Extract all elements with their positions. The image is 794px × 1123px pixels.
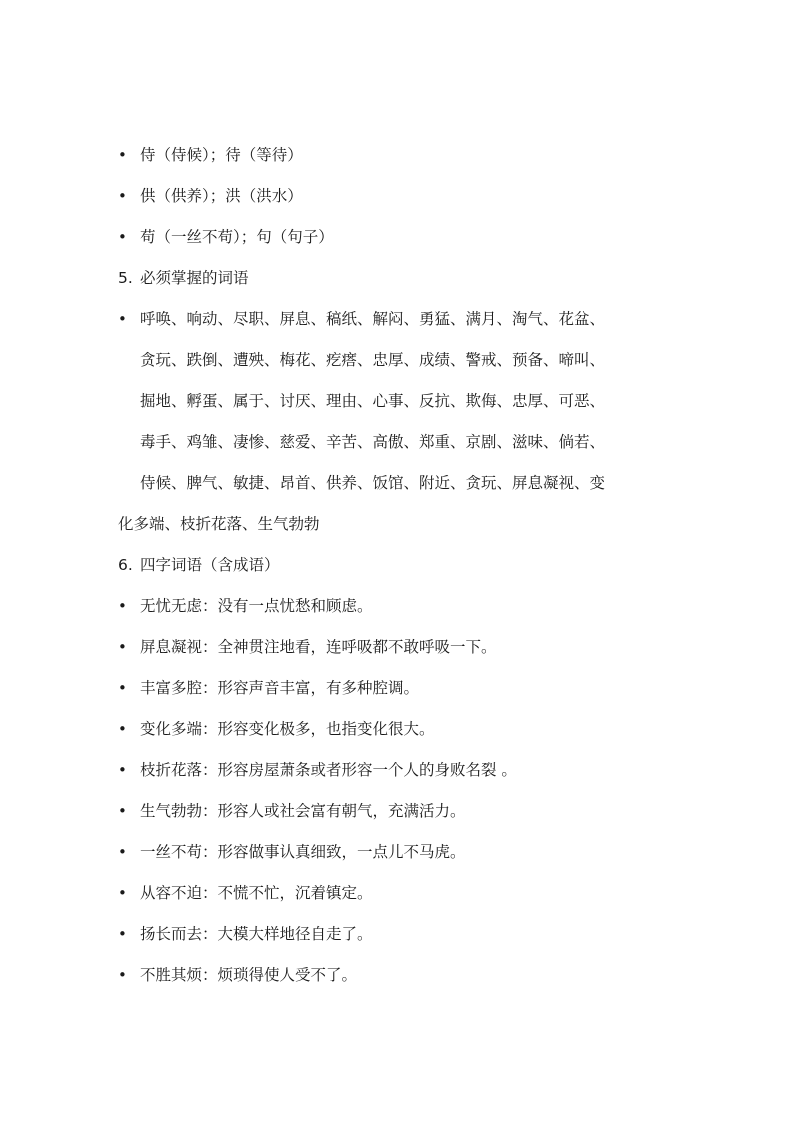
list-item-text: 从容不迫：不慌不忙，沉着镇定。 [140,884,373,902]
list-item-idiom-0 [118,596,678,616]
bullet-icon: • [118,187,127,205]
word-list-paragraph [118,309,678,493]
bullet-icon: • [118,843,127,861]
document-content [118,145,678,1006]
list-item-pair-0 [118,145,678,165]
bullet-icon: • [118,638,127,656]
bullet-icon: • [118,228,127,246]
list-item-text: 丰富多腔：形容声音丰富，有多种腔调。 [140,679,420,697]
bullet-icon: • [118,310,127,328]
list-item-idiom-1 [118,637,678,657]
list-item-text: 供（供养）；洪（洪水） [140,187,303,205]
heading-number: 6. [118,556,133,574]
bullet-icon: • [118,802,127,820]
list-item-text: 无忧无虑：没有一点忧愁和顾虑。 [140,597,373,615]
list-item-text: 变化多端：形容变化极多，也指变化很大。 [140,720,435,738]
list-item-idiom-7 [118,883,678,903]
list-item-idiom-3 [118,719,678,739]
word-list-last-line [118,514,678,534]
heading-title: 四字词语（含成语） [140,556,280,574]
heading-title: 必须掌握的词语 [140,269,249,287]
section-heading-5 [118,268,678,288]
bullet-icon: • [118,146,127,164]
list-item-text: 扬长而去：大模大样地径自走了。 [140,925,373,943]
bullet-icon: • [118,925,127,943]
list-item-text: 一丝不苟：形容做事认真细致，一点儿不马虎。 [140,843,466,861]
bullet-icon: • [118,966,127,984]
list-item-text: 不胜其烦：烦琐得使人受不了。 [140,966,358,984]
bullet-icon: • [118,720,127,738]
word-list-line: 毒手、鸡雏、凄惨、慈爱、辛苦、高傲、郑重、京剧、滋味、倘若、 [140,433,606,451]
bullet-icon: • [118,761,127,779]
word-list-line: 贪玩、跌倒、遭殃、梅花、疙瘩、忠厚、成绩、警戒、预备、啼叫、 [140,351,606,369]
list-item-text: 生气勃勃：形容人或社会富有朝气，充满活力。 [140,802,466,820]
list-item-idiom-9 [118,965,678,985]
word-list-line: 侍候、脾气、敏捷、昂首、供养、饭馆、附近、贪玩、屏息凝视、变 [140,474,606,492]
section-heading-6 [118,555,678,575]
word-list-lines [140,309,605,493]
word-list-line: 掘地、孵蛋、属于、讨厌、理由、心事、反抗、欺侮、忠厚、可恶、 [140,392,606,410]
bullet-icon: • [118,679,127,697]
bullet-icon: • [118,597,127,615]
heading-number: 5. [118,269,133,287]
list-item-pair-2 [118,227,678,247]
list-item-idiom-6 [118,842,678,862]
word-list-line: 化多端、枝折花落、生气勃勃 [118,515,320,533]
list-item-text: 侍（侍候）；待（等待） [140,146,303,164]
word-list-line: 呼唤、响动、尽职、屏息、稿纸、解闷、勇猛、满月、淘气、花盆、 [140,310,606,328]
bullet-icon: • [118,884,127,902]
list-item-text: 苟（一丝不苟）；句（句子） [140,228,334,246]
list-item-text: 屏息凝视：全神贯注地看，连呼吸都不敢呼吸一下。 [140,638,497,656]
list-item-idiom-2 [118,678,678,698]
list-item-text: 枝折花落：形容房屋萧条或者形容一个人的身败名裂 。 [140,761,517,779]
list-item-idiom-8 [118,924,678,944]
list-item-idiom-5 [118,801,678,821]
list-item-idiom-4 [118,760,678,780]
list-item-pair-1 [118,186,678,206]
